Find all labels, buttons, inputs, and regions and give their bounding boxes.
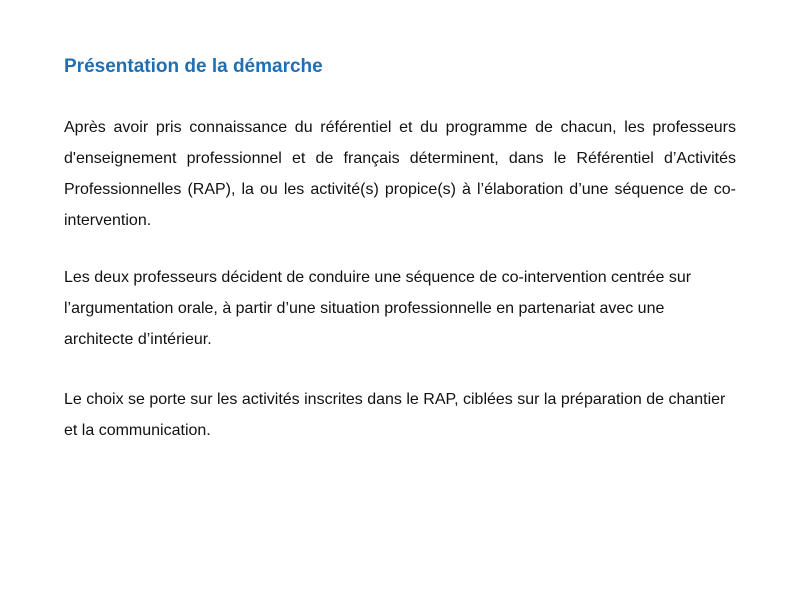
paragraph-co-intervention: Les deux professeurs décident de conduire une séquence de co-intervention centrée sur l’argumentation orale, à partir d’une situation professionnelle en partenariat avec une architecte d’intérieur. xyxy=(64,269,692,348)
paragraph-intro: Après avoir pris connaissance du référentiel et du programme de chacun, les professeurs d'enseignement professionnel et de français déterminent, dans le Référentiel d’Activités Professionnelles (RAP), la ou les activité(s) propice(s) à l’élaboration d’une séquence de co-intervention. xyxy=(64,119,736,229)
paragraph-choice: Le choix se porte sur les activités inscrites dans le RAP, ciblées sur la préparation de chantier et la communication. xyxy=(64,391,726,439)
slide-title: Présentation de la démarche xyxy=(64,56,323,77)
